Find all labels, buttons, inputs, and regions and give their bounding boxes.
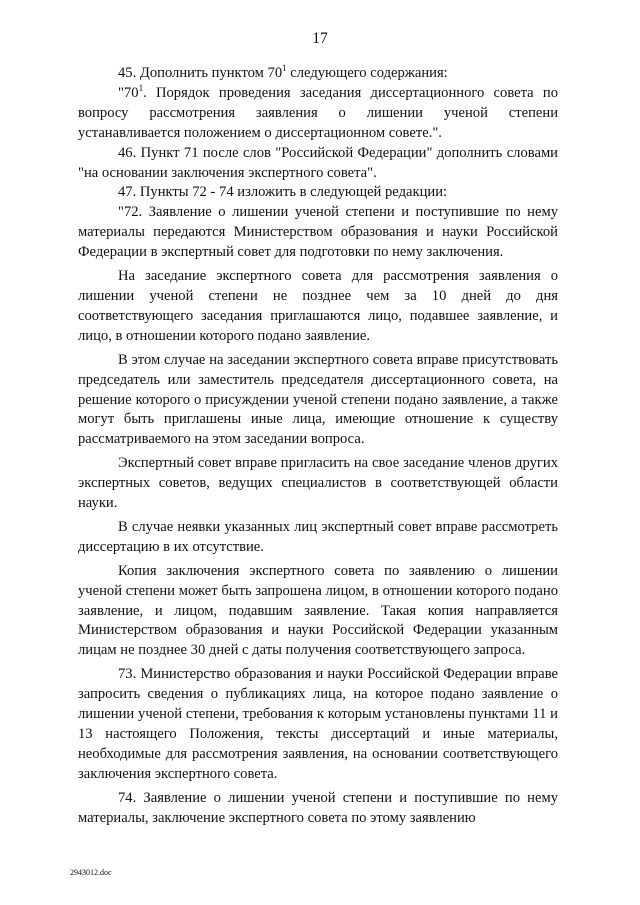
paragraph-72-conclusion-copy: Копия заключения экспертного совета по заявлению о лишении ученой степени может быть запрошена лицом, в отношении которого подано заявление, и лицом, подавшим заявление. Такая копия направляется Министерством образования и науки Российской Федерации указанным лицам не позднее 30 дней с даты получения соответствующего запроса. — [78, 562, 558, 659]
footer-doc-id: 2943012.doc — [70, 868, 112, 877]
paragraph-70-1 — [78, 84, 558, 144]
document-body — [78, 64, 558, 829]
paragraph-46: 46. Пункт 71 после слов "Российской Федерации" дополнить словами "на основании заключения экспертного совета". — [78, 144, 558, 181]
paragraph-70-1-text-end: . Порядок проведения заседания диссертационного совета по вопросу рассмотрения заявления о лишении ученой степени устанавливается положением о диссертационном совете.". — [78, 84, 558, 141]
superscript-1: 1 — [138, 82, 144, 93]
paragraph-70-1-text: "70 — [118, 84, 139, 101]
paragraph-45-text-end: следующего содержания: — [286, 65, 448, 81]
paragraph-73: 73. Министерство образования и науки Российской Федерации вправе запросить сведения о публикациях лица, на которое подано заявление о лишении ученой степени, требования к которым установлены пунктами 11 и 13 настоящего Положения, тексты диссертаций и иные материалы, необходимые для рассмотрения заявления, на основании соответствующего заключения экспертного совета. — [78, 666, 558, 782]
paragraph-72-chairman-presence: В этом случае на заседании экспертного совета вправе присутствовать председатель или заместитель председателя диссертационного совета, на решение которого о присуждении ученой степени подано заявление, а также могут быть приглашены иные лица, имеющие отношение к существу рассматриваемого на этом заседании вопроса. — [78, 351, 558, 448]
paragraph-47: 47. Пункты 72 - 74 изложить в следующей редакции: — [118, 184, 448, 201]
page-number: 17 — [312, 30, 328, 47]
paragraph-45 — [78, 64, 558, 84]
paragraph-72: "72. Заявление о лишении ученой степени и поступившие по нему материалы передаются Министерством образования и науки Российской Федерации в экспертный совет для подготовки по нему заключения. — [78, 204, 558, 261]
paragraph-74: 74. Заявление о лишении ученой степени и поступившие по нему материалы, заключение экспертного совета по этому заявлению — [78, 789, 558, 826]
paragraph-45-text: 45. Дополнить пунктом 70 — [118, 65, 283, 81]
paragraph-72-meeting-invitation: На заседание экспертного совета для рассмотрения заявления о лишении ученой степени не позднее чем за 10 дней до дня соответствующего заседания приглашаются лицо, подавшее заявление, и лицо, в отношении которого подано заявление. — [78, 268, 558, 344]
superscript-1: 1 — [282, 63, 287, 73]
paragraph-72-invite-experts: Экспертный совет вправе пригласить на свое заседание членов других экспертных советов, ведущих специалистов в соответствующей области науки. — [78, 455, 558, 512]
paragraph-72-absence: В случае неявки указанных лиц экспертный совет вправе рассмотреть диссертацию в их отсутствие. — [78, 518, 558, 555]
